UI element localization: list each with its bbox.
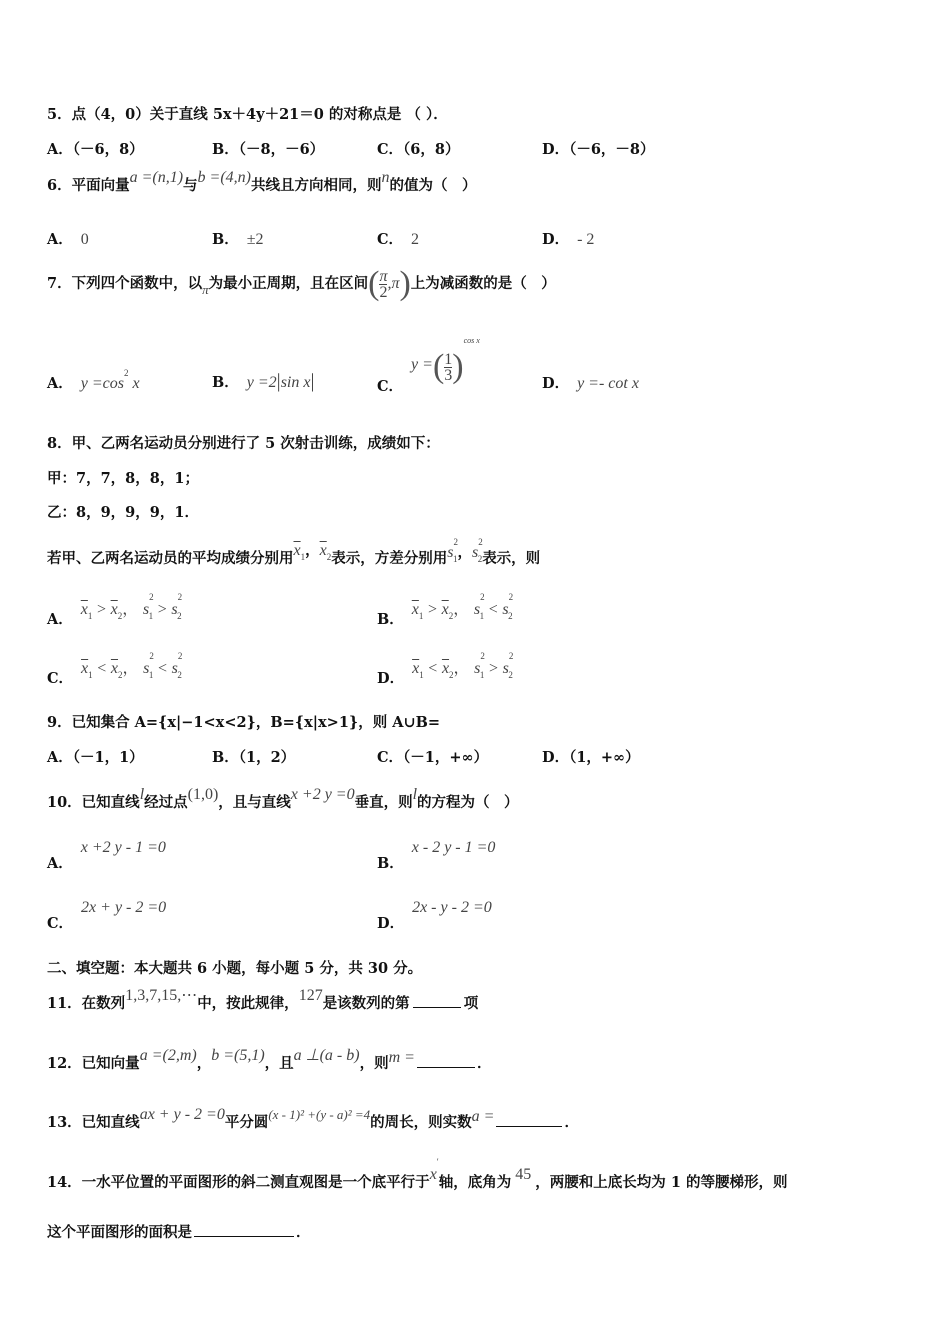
q5-option-c: C．（6，8） [377, 141, 460, 158]
q5-stem: 5．点（4，0）关于直线 5x＋4y＋21＝0 的对称点是 （ ）． [47, 106, 448, 123]
q7-option-a: A． $y =\cos^2$ x [47, 368, 140, 392]
q6-n: n [381, 169, 390, 186]
q7-option-b: B． y =2|sin x| [212, 370, 315, 392]
q6-mid: 与 [183, 177, 198, 194]
q6-option-d: D． - 2 [542, 231, 595, 248]
q8-yi: 乙：8，9，9，9，1． [47, 504, 199, 521]
q12-answer-blank[interactable] [417, 1053, 475, 1068]
q8-option-c: C．$\overline{x}1 < \overline{x}2$， $s^21 < s^22$ [47, 651, 183, 687]
q6-stem [47, 169, 477, 195]
q6-tail1: 共线且方向相同，则 [251, 177, 382, 194]
section-heading: 二、填空题：本大题共 6 小题，每小题 5 分，共 30 分。 [47, 960, 423, 977]
q7-interval-tail: ,π [387, 275, 400, 292]
q6-option-a: A． 0 [47, 231, 89, 248]
q7-pi: π [202, 282, 209, 297]
q8-option-d: D．$\overline{x}1 < \overline{x}2$， $s^21 > s^22$ [377, 651, 514, 687]
q13-answer-blank[interactable] [496, 1112, 562, 1127]
q10-option-b: B．x - 2 y - 1 =0 [377, 839, 496, 872]
q7-interval-fraction: $\frac{\pi}{2}$ [379, 267, 388, 301]
q6-vector-a: a =(n,1) [129, 169, 184, 186]
q8-stem: 8．甲、乙两名运动员分别进行了 5 次射击训练，成绩如下： [47, 435, 440, 452]
q10-stem: 10．已知直线l经过点(1,0)，且与直线x +2 y =0垂直，则l的方程为（ ） [47, 786, 519, 811]
q7-stem: 7．下列四个函数中，以π为最小正周期，且在区间( $\frac{\pi}{2}$ ,π)上为减函数的是（ ） [47, 265, 556, 302]
q10-option-a: A．x +2 y - 1 =0 [47, 839, 166, 872]
q7-option-d: D． y =- cot x [542, 375, 639, 392]
q8-condition: 若甲、乙两名运动员的平均成绩分别用$\overline{x}1$，$\overline{x}2$表示，方差分别用$s^21$，$s^22$表示，则 [47, 537, 541, 567]
q5-option-b: B．（－8，－6） [212, 141, 325, 158]
q8-option-b: B．$\overline{x}1 > \overline{x}2$， $s^21 < s^22$ [377, 592, 514, 628]
q6-num: 6．平面向量 [47, 177, 130, 194]
q6-option-b: B． ±2 [212, 231, 264, 248]
q5-option-a: A．（－6，8） [47, 141, 144, 158]
q6-tail2: 的值为（ ） [389, 177, 477, 194]
q14-line2: 这个平面图形的面积是 ． [47, 1224, 311, 1241]
q14-stem: 14．一水平位置的平面图形的斜二测直观图是一个底平行于x′轴，底角为 45 ，两腰和上底长均为 1 的等腰梯形，则 [47, 1157, 788, 1191]
q7-mid: 为最小正周期，且在区间 [208, 275, 369, 292]
q5-option-d: D．（－6，－8） [542, 141, 655, 158]
q10-option-c: C．2x + y - 2 =0 [47, 899, 167, 932]
q7-option-c: C．y =( $\frac{1}{3}$ )$^{cos x}$ [377, 336, 480, 395]
q9-option-d: D．（1，+∞） [542, 749, 640, 766]
q13-stem: 13．已知直线ax + y - 2 =0平分圆(x - 1)² +(y - a)² =4的周长，则实数a = ． [47, 1106, 579, 1131]
q6-option-c: C． 2 [377, 231, 420, 248]
q14-answer-blank[interactable] [194, 1222, 294, 1237]
q8-option-a: A．$\overline{x}1 > \overline{x}2$， $s^21 > s^22$ [47, 592, 183, 628]
q12-stem: 12．已知向量a =(2,m)，b =(5,1)，且a ⊥(a - b)，则m = ． [47, 1047, 492, 1072]
q9-stem: 9．已知集合 A={x|−1<x<2}，B={x|x>1}，则 A∪B= [47, 714, 441, 731]
q8-jia: 甲：7，7，8，8，1； [47, 470, 199, 487]
q11-stem: 11．在数列1,3,7,15,⋯中，按此规律，127是该数列的第 项 [47, 987, 479, 1012]
q7-head: 7．下列四个函数中，以 [47, 275, 203, 292]
q9-option-b: B．（1，2） [212, 749, 296, 766]
q9-option-c: C．（－1，+∞） [377, 749, 489, 766]
q7-tail: 上为减函数的是（ ） [410, 275, 556, 292]
q6-vector-b: b =(4,n) [197, 169, 251, 186]
q10-option-d: D．2x - y - 2 =0 [377, 899, 492, 932]
q9-option-a: A．（－1，1） [47, 749, 144, 766]
q11-answer-blank[interactable] [413, 993, 461, 1008]
